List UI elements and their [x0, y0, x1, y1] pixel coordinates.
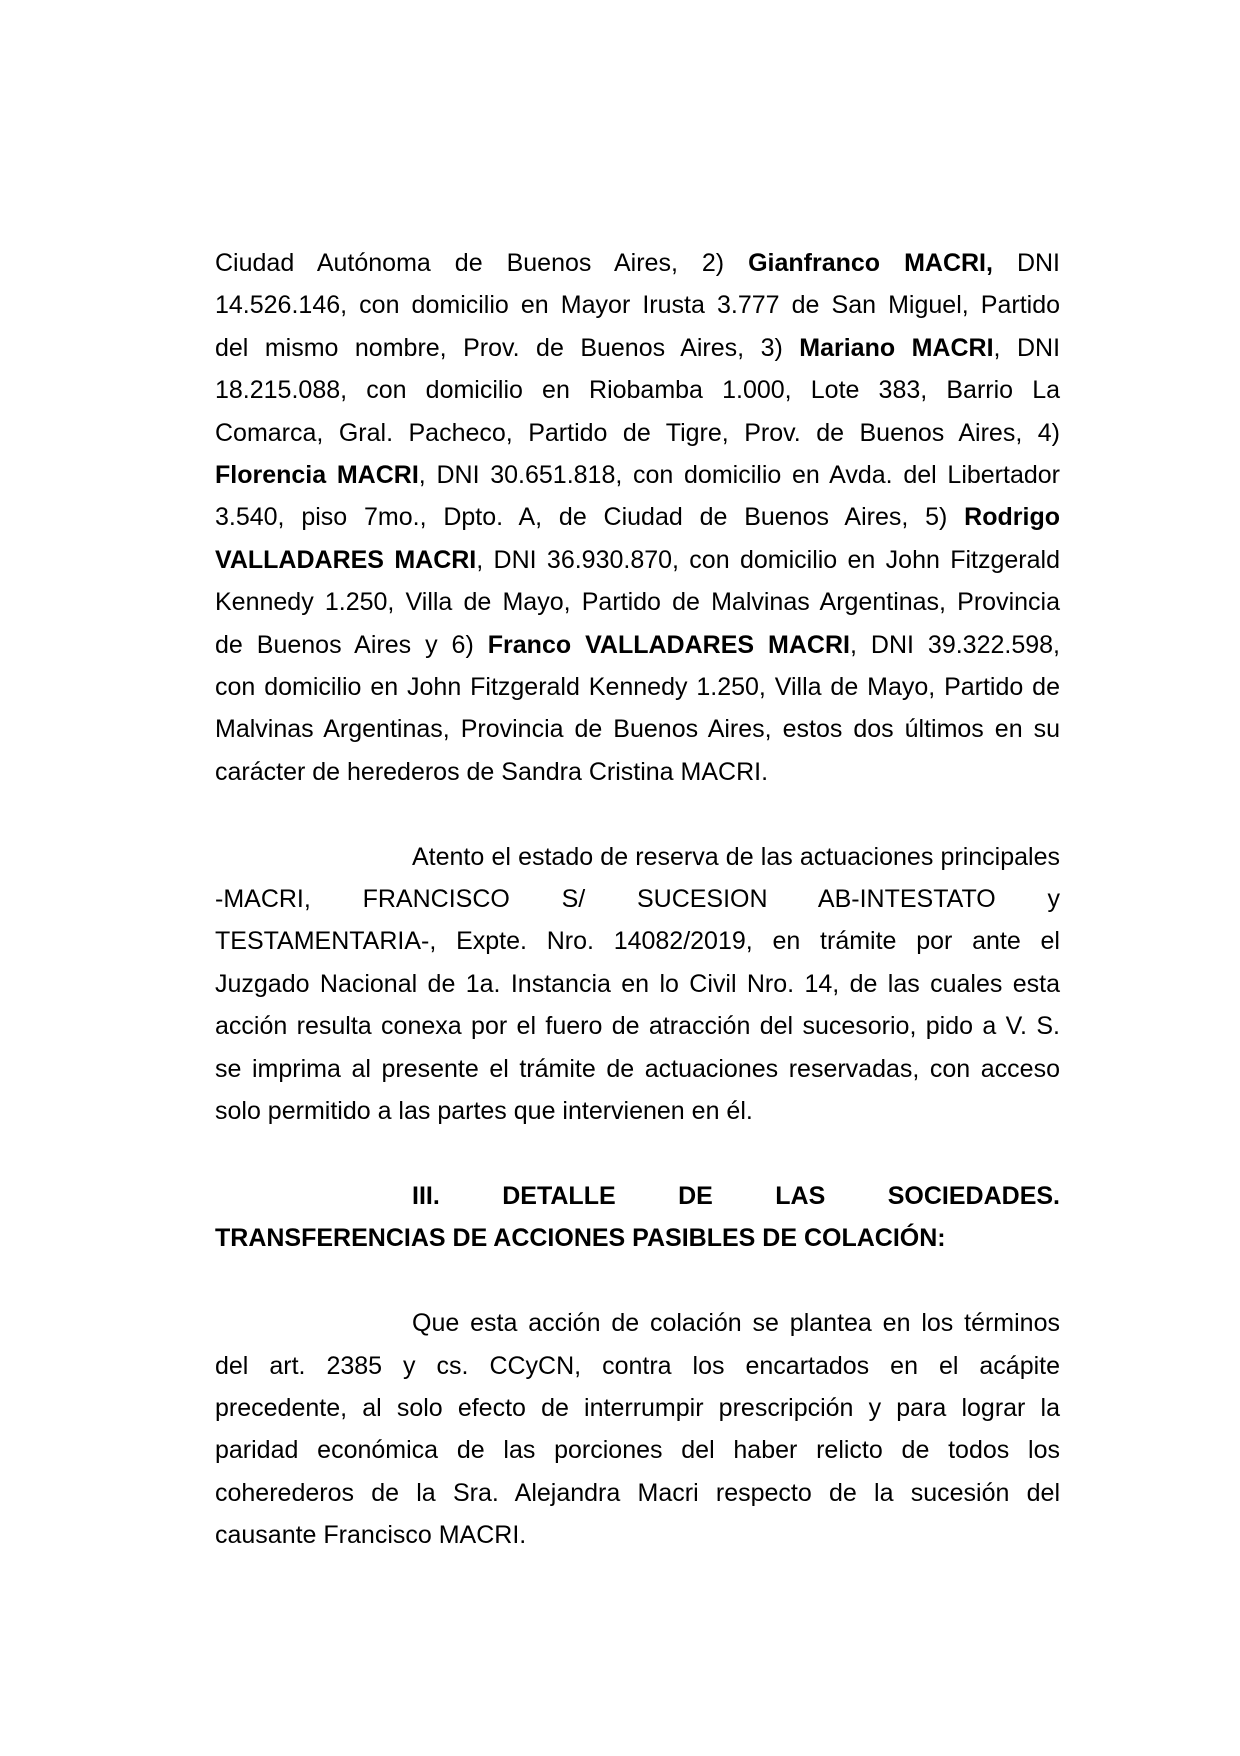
text-line — [215, 1217, 1060, 1259]
bold-text-segment: Rodrigo — [964, 503, 1060, 532]
text-line — [215, 1048, 1060, 1090]
bold-text-segment: TRANSFERENCIAS DE ACCIONES PASIBLES DE COLACIÓN: — [215, 1224, 946, 1253]
text-line — [215, 1302, 1060, 1344]
text-segment: precedente, al solo efecto de interrumpir prescripción y para lograr la — [215, 1393, 1060, 1422]
document-body — [215, 242, 1060, 1557]
text-line — [215, 454, 1060, 496]
text-segment: del mismo nombre, Prov. de Buenos Aires, 3) — [215, 333, 800, 362]
text-segment: se imprima al presente el trámite de actuaciones reservadas, con acceso — [215, 1054, 1060, 1083]
text-line — [215, 327, 1060, 369]
bold-text-segment: III. DETALLE DE LAS SOCIEDADES. — [412, 1181, 1060, 1210]
text-segment: del art. 2385 y cs. CCyCN, contra los encartados en el acápite — [215, 1351, 1060, 1380]
text-segment: causante Francisco MACRI. — [215, 1521, 527, 1550]
bold-text-segment: Mariano MACRI — [799, 333, 994, 362]
text-segment: , DNI 39.322.598, — [849, 630, 1060, 659]
text-line — [215, 751, 1060, 793]
text-line — [215, 1429, 1060, 1471]
text-segment: paridad económica de las porciones del haber relicto de todos los — [215, 1436, 1060, 1465]
text-line — [215, 708, 1060, 750]
text-segment: solo permitido a las partes que intervienen en él. — [215, 1097, 753, 1126]
text-segment: con domicilio en John Fitzgerald Kennedy 1.250, Villa de Mayo, Partido de — [215, 673, 1060, 702]
section-heading-III — [215, 1175, 1060, 1260]
text-segment: Juzgado Nacional de 1a. Instancia en lo Civil Nro. 14, de las cuales esta — [215, 969, 1060, 998]
paragraph-reserva-actuaciones — [215, 836, 1060, 1133]
text-segment: 3.540, piso 7mo., Dpto. A, de Ciudad de Buenos Aires, 5) — [215, 503, 965, 532]
text-line — [215, 496, 1060, 538]
text-line — [215, 581, 1060, 623]
text-line — [215, 412, 1060, 454]
text-segment: Malvinas Argentinas, Provincia de Buenos Aires, estos dos últimos en su — [215, 715, 1060, 744]
text-segment: , DNI 30.651.818, con domicilio en Avda. del Libertador — [418, 461, 1060, 490]
text-line — [215, 1345, 1060, 1387]
text-segment: -MACRI, FRANCISCO S/ SUCESION AB-INTESTATO y — [215, 885, 1060, 914]
text-line — [215, 242, 1060, 284]
text-line — [215, 284, 1060, 326]
text-line — [215, 920, 1060, 962]
text-line — [215, 963, 1060, 1005]
text-line — [215, 369, 1060, 411]
text-line — [215, 624, 1060, 666]
text-line — [215, 836, 1060, 878]
text-segment: de Buenos Aires y 6) — [215, 630, 488, 659]
text-segment: acción resulta conexa por el fuero de atracción del sucesorio, pido a V. S. — [215, 1012, 1060, 1041]
text-line — [215, 539, 1060, 581]
text-segment: Ciudad Autónoma de Buenos Aires, 2) — [215, 249, 749, 277]
text-segment: , DNI 36.930.870, con domicilio en John Fitzgerald — [476, 545, 1060, 574]
text-segment: coherederos de la Sra. Alejandra Macri respecto de la sucesión del — [215, 1478, 1060, 1507]
text-line — [215, 1387, 1060, 1429]
bold-text-segment: Gianfranco MACRI, — [748, 249, 993, 277]
text-segment: , DNI — [993, 333, 1061, 362]
bold-text-segment: VALLADARES MACRI — [215, 545, 477, 574]
text-segment: Atento el estado de reserva de las actuaciones principales — [412, 842, 1060, 871]
text-line — [215, 1472, 1060, 1514]
text-segment: 14.526.146, con domicilio en Mayor Irusta 3.777 de San Miguel, Partido — [215, 291, 1060, 320]
bold-text-segment: Franco VALLADARES MACRI — [487, 630, 850, 659]
paragraph-accion-colacion — [215, 1302, 1060, 1556]
text-line — [215, 1175, 1060, 1217]
text-line — [215, 1514, 1060, 1556]
text-segment: carácter de herederos de Sandra Cristina MACRI. — [215, 757, 769, 786]
text-line — [215, 666, 1060, 708]
bold-text-segment: Florencia MACRI — [215, 461, 419, 490]
text-line — [215, 878, 1060, 920]
text-line — [215, 1005, 1060, 1047]
text-segment: 18.215.088, con domicilio en Riobamba 1.000, Lote 383, Barrio La — [215, 376, 1060, 405]
text-segment: Comarca, Gral. Pacheco, Partido de Tigre, Prov. de Buenos Aires, 4) — [215, 418, 1060, 447]
text-segment: Kennedy 1.250, Villa de Mayo, Partido de Malvinas Argentinas, Provincia — [215, 588, 1060, 617]
paragraph-partes-demandadas — [215, 242, 1060, 793]
text-segment: TESTAMENTARIA-, Expte. Nro. 14082/2019, en trámite por ante el — [215, 927, 1060, 956]
text-line — [215, 1090, 1060, 1132]
text-segment: Que esta acción de colación se plantea en los términos — [412, 1309, 1060, 1338]
text-segment: DNI — [992, 249, 1060, 277]
